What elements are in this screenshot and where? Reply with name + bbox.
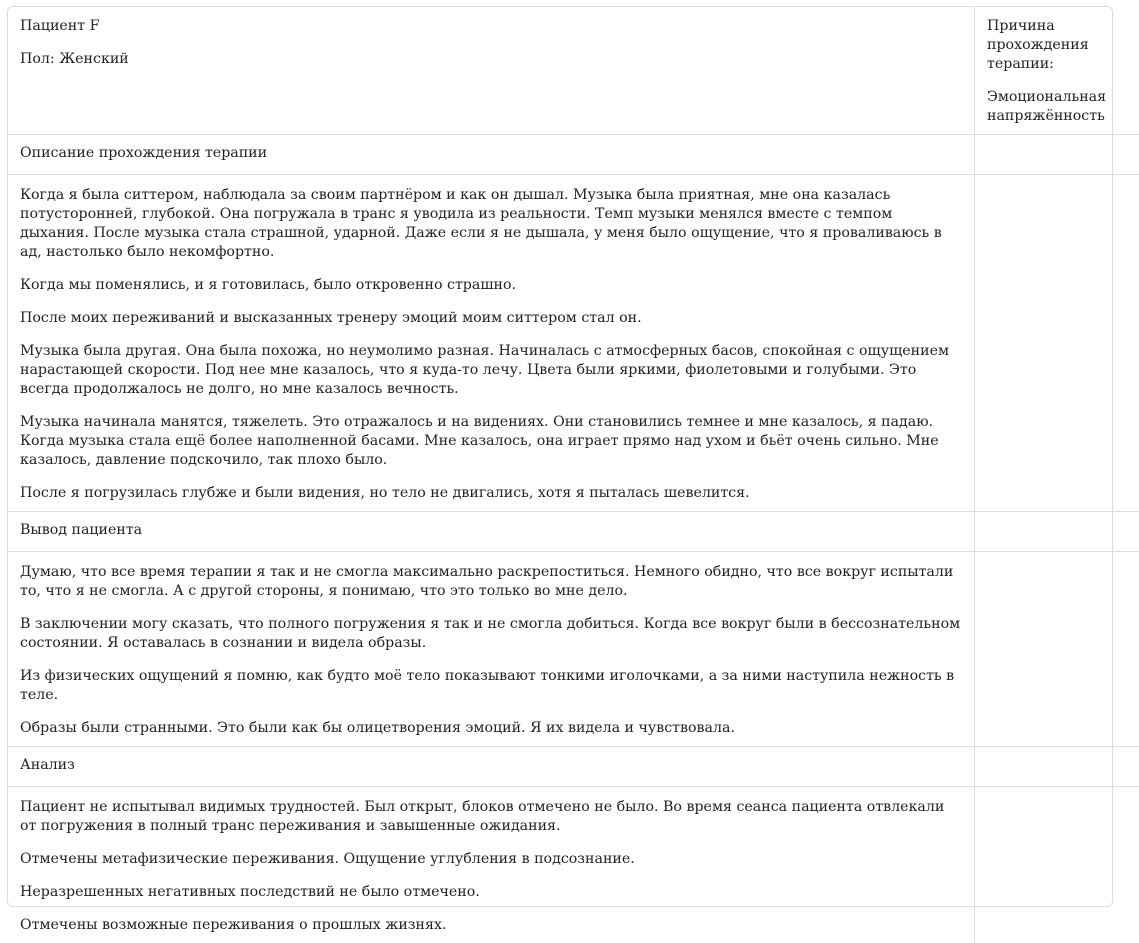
section-title-description: Описание прохождения терапии xyxy=(8,135,975,175)
paragraph: После моих переживаний и высказанных тренеру эмоций моим ситтером стал он. xyxy=(20,309,962,328)
patient-record-card xyxy=(7,6,1113,907)
therapy-reason-cell xyxy=(975,7,1139,135)
paragraph: Музыка была другая. Она была похожа, но неумолимо разная. Начиналась с атмосферных басов, спокойная с ощущением нарастающей скорости. Под нее мне казалось, что я куда-то лечу. Цвета были яркими, фиолетовыми и голубыми. Это всегда продолжалось не долго, но мне казалось вечность. xyxy=(20,342,962,399)
patient-record-table xyxy=(8,7,1139,943)
empty-cell xyxy=(975,135,1139,175)
paragraph: Образы были странными. Это были как бы олицетворения эмоций. Я их видела и чувствовала. xyxy=(20,719,962,738)
paragraph: Отмечены метафизические переживания. Ощущение углубления в подсознание. xyxy=(20,850,962,869)
paragraph: Из физических ощущений я помню, как будто моё тело показывают тонкими иголочками, а за ними наступила нежность в теле. xyxy=(20,667,962,705)
section-body-row-conclusion xyxy=(8,552,1139,747)
section-title-row-description xyxy=(8,135,1139,175)
paragraph: Музыка начинала манятся, тяжелеть. Это отражалось и на видениях. Они становились темнее и мне казалось, я падаю. Когда музыка стала ещё более наполненной басами. Мне казалось, она играет прямо над ухом и бьёт очень сильно. Мне казалось, давление подскочило, так плохо было. xyxy=(20,413,962,470)
paragraph: Неразрешенных негативных последствий не было отмечено. xyxy=(20,883,962,902)
empty-cell xyxy=(975,552,1139,747)
empty-cell xyxy=(975,747,1139,787)
empty-cell xyxy=(975,787,1139,943)
therapy-reason-label: Причина прохождения терапии: xyxy=(987,17,1127,74)
section-body-row-description xyxy=(8,175,1139,512)
section-body-conclusion xyxy=(8,552,975,747)
paragraph: Когда мы поменялись, и я готовилась, было откровенно страшно. xyxy=(20,276,962,295)
paragraph: В заключении могу сказать, что полного погружения я так и не смогла добиться. Когда все вокруг были в бессознательном состоянии. Я оставалась в сознании и видела образы. xyxy=(20,615,962,653)
empty-cell xyxy=(975,512,1139,552)
therapy-reason-value: Эмоциональная напряжённость xyxy=(987,88,1127,126)
paragraph: Отмечены возможные переживания о прошлых жизнях. xyxy=(20,916,962,935)
section-title-analysis: Анализ xyxy=(8,747,975,787)
section-body-analysis xyxy=(8,787,975,943)
patient-info-cell xyxy=(8,7,975,135)
empty-cell xyxy=(975,175,1139,512)
section-title-row-analysis xyxy=(8,747,1139,787)
section-title-conclusion: Вывод пациента xyxy=(8,512,975,552)
header-row xyxy=(8,7,1139,135)
paragraph: Пациент не испытывал видимых трудностей. Был открыт, блоков отмечено не было. Во время сеанса пациента отвлекали от погружения в полный транс переживания и завышенные ожидания. xyxy=(20,798,962,836)
section-body-row-analysis xyxy=(8,787,1139,943)
patient-gender: Пол: Женский xyxy=(20,50,962,69)
paragraph: После я погрузилась глубже и были видения, но тело не двигались, хотя я пыталась шевелится. xyxy=(20,484,962,503)
patient-name: Пациент F xyxy=(20,17,962,36)
section-body-description xyxy=(8,175,975,512)
paragraph: Думаю, что все время терапии я так и не смогла максимально раскрепоститься. Немного обидно, что все вокруг испытали то, что я не смогла. А с другой стороны, я понимаю, что это только во мне дело. xyxy=(20,563,962,601)
section-title-row-conclusion xyxy=(8,512,1139,552)
paragraph: Когда я была ситтером, наблюдала за своим партнёром и как он дышал. Музыка была приятная, мне она казалась потусторонней, глубокой. Она погружала в транс я уводила из реальности. Темп музыки менялся вместе с темпом дыхания. После музыка стала страшной, ударной. Даже если я не дышала, у меня было ощущение, что я проваливаюсь в ад, настолько было некомфортно. xyxy=(20,186,962,262)
